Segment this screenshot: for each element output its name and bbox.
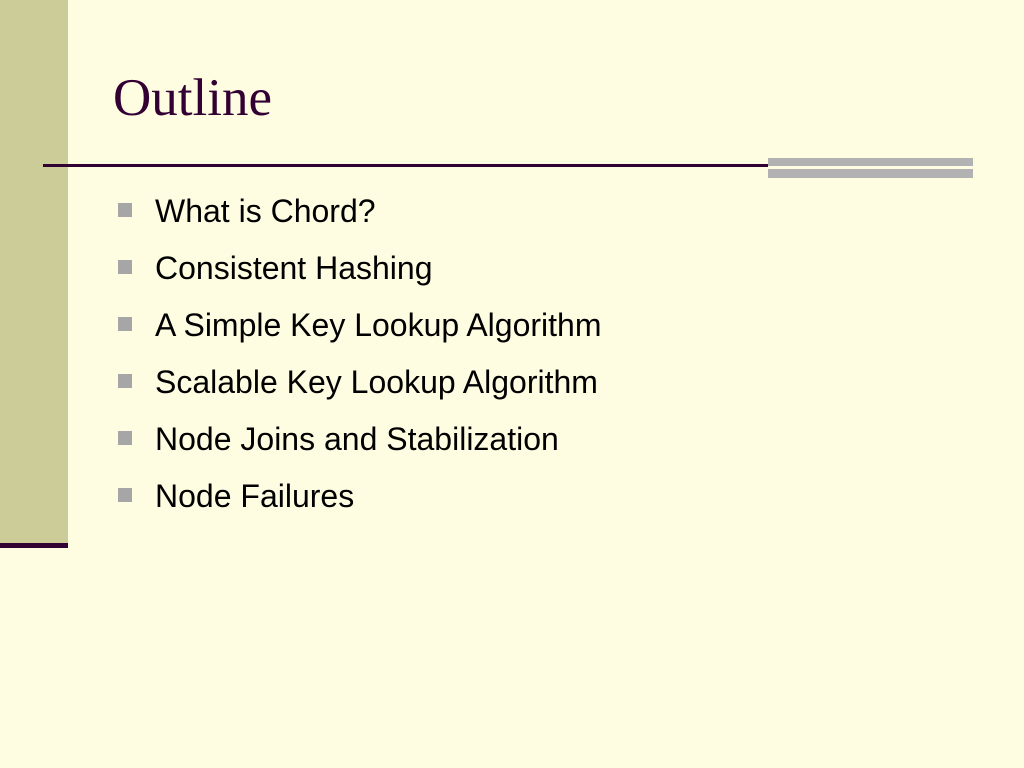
bullet-text: A Simple Key Lookup Algorithm [155,307,602,343]
square-bullet-icon [118,203,132,217]
left-bar-accent-line [0,543,68,548]
bullet-text: Scalable Key Lookup Algorithm [155,364,598,400]
bullet-text: Node Joins and Stabilization [155,421,559,457]
square-bullet-icon [118,317,132,331]
square-bullet-icon [118,431,132,445]
left-decorative-bar [0,0,68,545]
bullet-text: What is Chord? [155,193,376,229]
divider-accent-stripe-bottom [768,169,973,178]
title-divider-line [43,164,769,167]
square-bullet-icon [118,488,132,502]
bullet-text: Node Failures [155,478,355,514]
square-bullet-icon [118,260,132,274]
square-bullet-icon [118,374,132,388]
title-divider-accent [768,158,973,179]
divider-accent-stripe-top [768,158,973,166]
bullet-text: Consistent Hashing [155,250,433,286]
slide-title: Outline [113,69,272,127]
